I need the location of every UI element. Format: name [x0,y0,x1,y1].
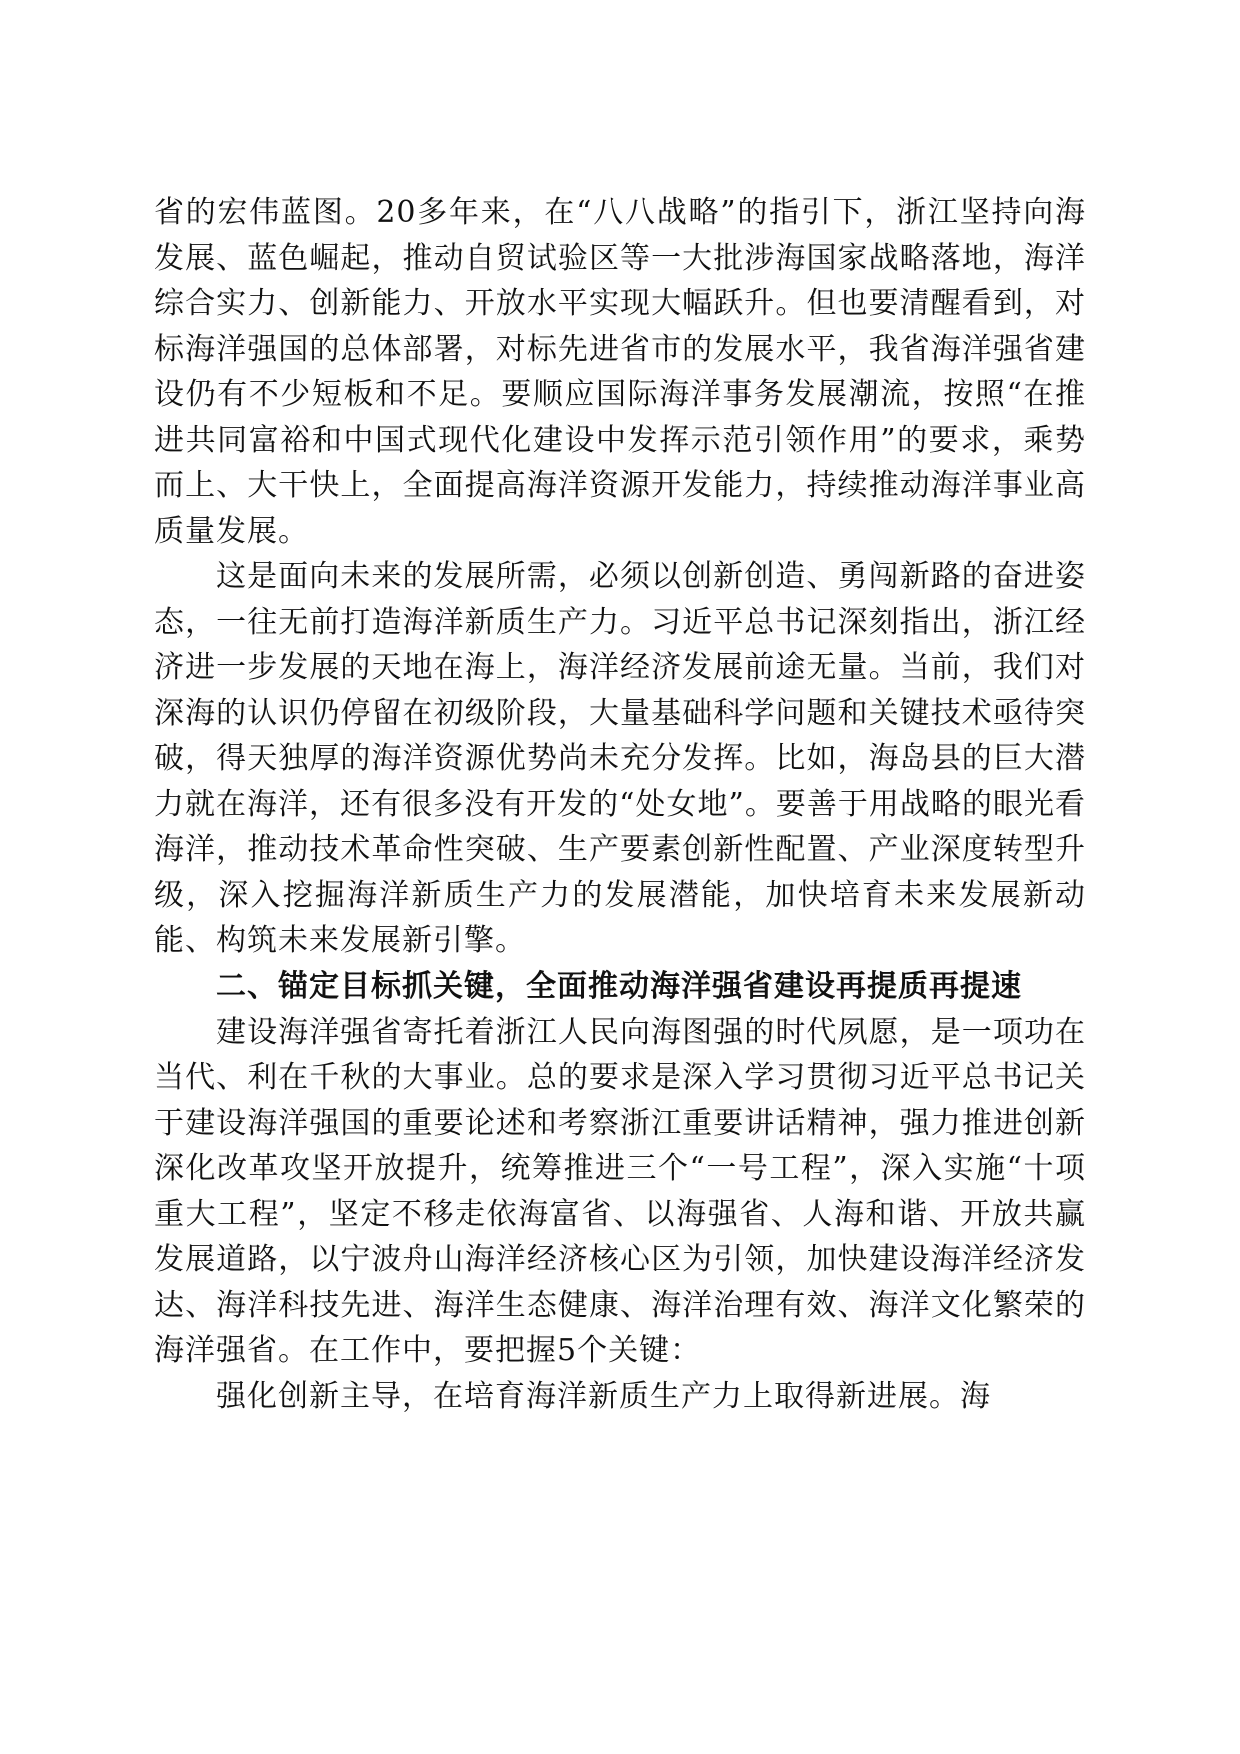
body-paragraph: 建设海洋强省寄托着浙江人民向海图强的时代夙愿，是一项功在当代、利在千秋的大事业。总的要求是深入学习贯彻习近平总书记关于建设海洋强国的重要论述和考察浙江重要讲话精神，强力推进创新深化改革攻坚开放提升，统筹推进三个“一号工程”，深入实施“十项重大工程”，坚定不移走依海富省、以海强省、人海和谐、开放共赢发展道路，以宁波舟山海洋经济核心区为引领，加快建设海洋经济发达、海洋科技先进、海洋生态健康、海洋治理有效、海洋文化繁荣的海洋强省。在工作中，要把握5个关键： [154,1014,1086,1368]
body-paragraph-continued: 省的宏伟蓝图。20多年来，在“八八战略”的指引下，浙江坚持向海发展、蓝色崛起，推动自贸试验区等一大批涉海国家战略落地，海洋综合实力、创新能力、开放水平实现大幅跃升。但也要清醒看到，对标海洋强国的总体部署，对标先进省市的发展水平，我省海洋强省建设仍有不少短板和不足。要顺应国际海洋事务发展潮流，按照“在推进共同富裕和中国式现代化建设中发挥示范引领作用”的要求，乘势而上、大干快上，全面提高海洋资源开发能力，持续推动海洋事业高质量发展。 [154,195,1086,549]
section-heading: 二、锚定目标抓关键，全面推动海洋强省建设再提质再提速 [216,968,1022,1004]
body-paragraph: 这是面向未来的发展所需，必须以创新创造、勇闯新路的奋进姿态，一往无前打造海洋新质生产力。习近平总书记深刻指出，浙江经济进一步发展的天地在海上，海洋经济发展前途无量。当前，我们对深海的认识仍停留在初级阶段，大量基础科学问题和关键技术亟待突破，得天独厚的海洋资源优势尚未充分发挥。比如，海岛县的巨大潜力就在海洋，还有很多没有开发的“处女地”。要善于用战略的眼光看海洋，推动技术革命性突破、生产要素创新性配置、产业深度转型升级，深入挖掘海洋新质生产力的发展潜能，加快培育未来发展新动能、构筑未来发展新引擎。 [154,559,1086,958]
body-paragraph: 强化创新主导，在培育海洋新质生产力上取得新进展。海 [216,1378,991,1414]
document-page [154,190,1086,1419]
